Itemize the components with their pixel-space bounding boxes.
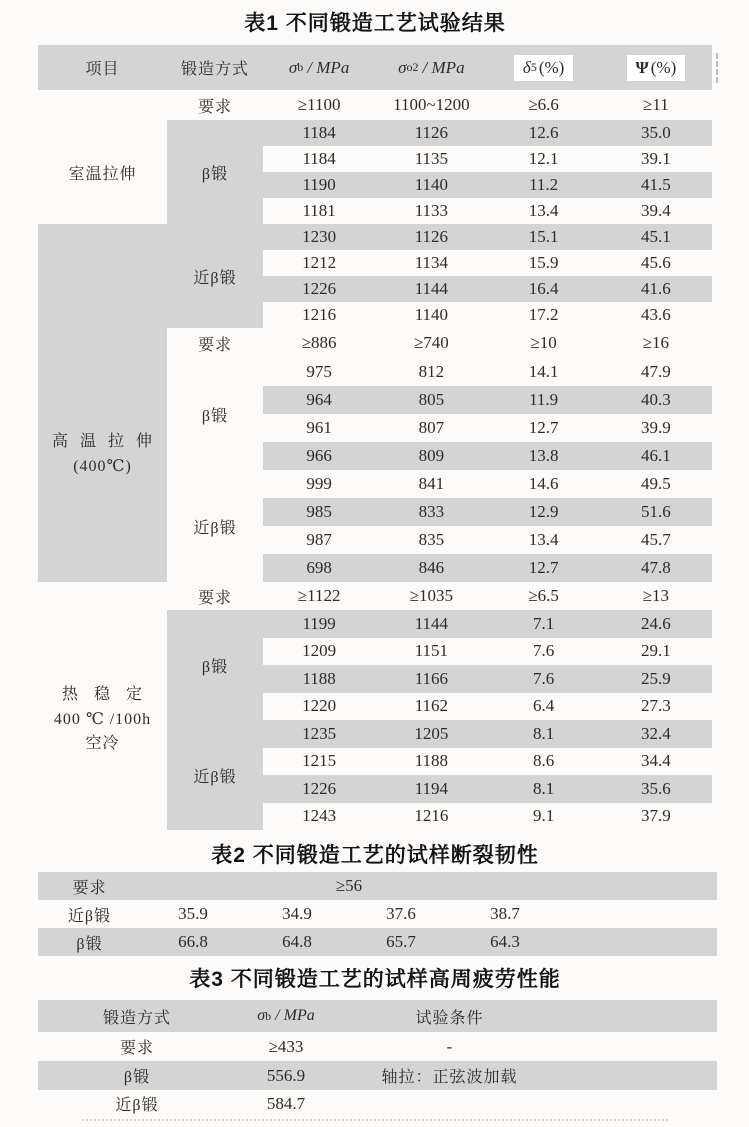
scan-artifact-line	[82, 1119, 668, 1121]
value-cell: 41.5	[641, 175, 671, 194]
value-cell: 807	[418, 418, 445, 437]
header-cell-method: 锻造方式	[102, 1009, 171, 1027]
header-cell-psi	[600, 55, 712, 81]
requirement-row	[167, 582, 712, 610]
row-label: 近β锻	[115, 1097, 159, 1114]
value-cell: 1215	[302, 751, 337, 771]
value-cell: 964	[306, 390, 332, 409]
value-cell: ≥886	[301, 333, 337, 352]
value-cell: 1212	[302, 253, 337, 272]
delta-subscript: 5	[530, 60, 537, 74]
data-row	[263, 693, 712, 721]
table3-title: 表3 不同锻造工艺的试样高周疲劳性能	[189, 968, 561, 991]
value-cell: 1151	[414, 641, 449, 661]
value-cell: ≥1035	[409, 586, 454, 605]
data-row	[263, 120, 712, 146]
value-cell: 25.9	[641, 668, 671, 688]
table1-header-row	[38, 45, 712, 90]
scan-cursor-artifact	[716, 53, 718, 83]
value-cell: 64.3	[490, 932, 520, 951]
value-cell: 1144	[414, 279, 449, 298]
value-cell: 37.9	[641, 806, 671, 826]
value-cell: 66.8	[178, 932, 208, 951]
value-cell: 1220	[302, 696, 337, 716]
method-label-near-beta-sec3	[167, 720, 263, 830]
value-cell: 15.1	[528, 227, 559, 246]
method-label-text: β锻	[201, 658, 229, 676]
method-label-text: β锻	[201, 407, 229, 425]
value-cell: 65.7	[386, 932, 416, 951]
section-label-text: 空冷	[85, 735, 120, 753]
header-cell-sigma-b	[263, 58, 375, 78]
header-cell-condition: 试验条件	[415, 1009, 484, 1027]
data-row	[263, 302, 712, 328]
value-cell: 15.9	[528, 253, 559, 272]
data-row	[263, 386, 712, 414]
value-cell: 34.4	[641, 751, 671, 771]
value-cell: 1199	[302, 613, 336, 633]
data-row	[263, 470, 712, 498]
data-row	[38, 1061, 717, 1090]
value-cell: 7.6	[533, 668, 555, 688]
value-cell: 1226	[302, 279, 337, 298]
value-cell: 1188	[414, 751, 449, 771]
value-cell: 961	[306, 418, 332, 437]
requirement-label: 要求	[197, 589, 232, 607]
value-cell: 1243	[302, 806, 337, 826]
method-label-text: β锻	[201, 165, 229, 183]
method-label-beta-sec1	[167, 120, 263, 224]
header-cell-item: 项目	[85, 61, 120, 78]
data-row	[263, 610, 712, 638]
value-cell: ≥1100	[297, 95, 341, 114]
value-cell: 584.7	[266, 1093, 306, 1113]
data-row	[263, 665, 712, 693]
value-cell: 985	[306, 502, 332, 521]
section-label-thermal-stability	[38, 610, 167, 830]
value-cell: 35.0	[641, 123, 671, 142]
requirement-row	[167, 328, 712, 358]
table1-title: 表1 不同锻造工艺试验结果	[244, 12, 506, 35]
value-cell: 1100~1200	[393, 95, 470, 114]
data-row	[38, 1032, 717, 1061]
table2	[38, 872, 717, 956]
table3	[38, 1000, 717, 1117]
value-cell: 966	[306, 446, 332, 465]
value-cell: 45.6	[641, 253, 671, 272]
value-cell: 7.6	[533, 641, 555, 661]
value-cell: 13.8	[528, 446, 559, 465]
row-label: β锻	[76, 935, 103, 953]
method-label-beta-sec3	[167, 610, 263, 720]
data-row	[263, 358, 712, 386]
value-cell: 13.4	[528, 201, 559, 220]
value-cell: ≥6.6	[528, 95, 559, 114]
value-cell: 12.7	[528, 418, 559, 437]
value-cell: 12.9	[528, 502, 559, 521]
method-label-text: 近β锻	[193, 269, 237, 287]
value-cell: ≥433	[268, 1036, 304, 1056]
data-row	[263, 414, 712, 442]
data-row	[263, 198, 712, 224]
data-row	[263, 803, 712, 831]
section-label-text: 高 温 拉 伸	[51, 433, 153, 451]
value-cell: ≥56	[335, 876, 363, 895]
value-cell: 1184	[302, 149, 336, 168]
value-cell: 1235	[302, 723, 337, 743]
value-cell: 987	[306, 530, 332, 549]
data-row	[263, 638, 712, 666]
value-cell: 846	[418, 558, 445, 577]
section-label-high-temp	[38, 328, 167, 582]
value-cell: 1230	[302, 227, 337, 246]
value-cell: 6.4	[533, 696, 555, 716]
row-label: β锻	[123, 1069, 151, 1086]
value-cell: 1135	[414, 149, 449, 168]
value-cell: ≥1122	[297, 586, 341, 605]
sigma-unit: / MPa	[275, 1007, 315, 1024]
value-cell: 1162	[414, 696, 449, 716]
value-cell: 1184	[302, 123, 336, 142]
value-cell: 38.7	[490, 904, 520, 923]
value-cell: 40.3	[641, 390, 671, 409]
delta-symbol: δ	[522, 57, 531, 77]
value-cell: 8.1	[533, 723, 555, 743]
data-row	[263, 224, 712, 250]
value-cell: 1216	[414, 806, 449, 826]
value-cell: 556.9	[266, 1065, 306, 1085]
value-cell: 841	[418, 474, 445, 493]
value-cell: 835	[418, 530, 445, 549]
value-cell: 35.6	[641, 778, 671, 798]
data-row	[263, 720, 712, 748]
value-cell: 8.1	[533, 778, 555, 798]
table2-title: 表2 不同锻造工艺的试样断裂韧性	[211, 844, 539, 867]
value-cell: 43.6	[641, 305, 671, 324]
value-cell: 999	[306, 474, 332, 493]
value-cell: ≥740	[413, 333, 449, 352]
value-cell: 698	[306, 558, 332, 577]
value-cell: 12.1	[528, 149, 559, 168]
highlight-box	[627, 55, 686, 81]
method-label-beta-sec2	[167, 358, 263, 470]
value-cell: 1188	[302, 668, 336, 688]
row-label: 要求	[72, 879, 107, 897]
value-cell: 1216	[302, 305, 337, 324]
value-cell: 1134	[414, 253, 449, 272]
value-cell: 812	[418, 362, 445, 381]
data-row	[38, 900, 717, 928]
value-cell: 47.9	[641, 362, 671, 381]
table1	[38, 45, 712, 830]
header-cell-sigma-o2	[375, 58, 487, 78]
value-cell: 41.6	[641, 279, 671, 298]
value-cell: 39.1	[641, 149, 671, 168]
data-row	[263, 250, 712, 276]
value-cell: 1126	[414, 123, 449, 142]
value-cell: 51.6	[641, 502, 671, 521]
value-cell: 7.1	[533, 613, 555, 633]
value-cell: 11.2	[529, 175, 559, 194]
data-row	[38, 928, 717, 956]
value-cell: 1209	[302, 641, 337, 661]
value-cell: 805	[418, 390, 445, 409]
value-cell: 1181	[302, 201, 336, 220]
data-row	[263, 172, 712, 198]
value-cell: 975	[306, 362, 332, 381]
sigma-unit: / MPa	[307, 57, 350, 77]
value-cell: 1126	[414, 227, 449, 246]
sigma-symbol: σ	[398, 57, 407, 77]
sigma-subscript: o2	[406, 60, 419, 74]
section-label-text: 400 ℃ /100h	[53, 710, 152, 728]
sigma-unit: / MPa	[422, 57, 465, 77]
condition-cell: -	[446, 1036, 453, 1056]
data-row	[263, 526, 712, 554]
data-row	[263, 498, 712, 526]
value-cell: 14.1	[528, 362, 559, 381]
value-cell: 1226	[302, 778, 337, 798]
value-cell: 45.1	[641, 227, 671, 246]
data-row	[38, 1090, 717, 1117]
sigma-symbol: σ	[288, 57, 298, 77]
header-cell-method: 锻造方式	[180, 61, 249, 78]
highlight-box	[514, 55, 573, 81]
row-label: 要求	[119, 1040, 154, 1057]
method-label-text: 近β锻	[193, 519, 237, 537]
value-cell: 12.7	[528, 558, 559, 577]
value-cell: 39.9	[641, 418, 671, 437]
psi-symbol: Ψ	[635, 57, 649, 77]
method-label-near-beta-sec2	[167, 470, 263, 582]
value-cell: 9.1	[533, 806, 555, 826]
data-row	[263, 276, 712, 302]
value-cell: 14.6	[528, 474, 559, 493]
header-cell-delta5	[488, 55, 600, 81]
value-cell: 47.8	[641, 558, 671, 577]
row-label: 近β锻	[67, 907, 112, 925]
section-label-room-temp	[38, 120, 167, 224]
value-cell: 8.6	[533, 751, 555, 771]
value-cell: 1144	[414, 613, 449, 633]
requirement-row	[38, 872, 717, 900]
value-cell: 1133	[414, 201, 449, 220]
value-cell: 27.3	[641, 696, 671, 716]
section-label-text: 热 稳 定	[61, 685, 143, 703]
data-row	[263, 554, 712, 582]
sigma-symbol: σ	[257, 1007, 266, 1024]
table3-header-row	[38, 1000, 717, 1032]
percent-unit: (%)	[538, 57, 565, 77]
value-cell: 37.6	[386, 904, 416, 923]
value-cell: 12.6	[528, 123, 559, 142]
value-cell: 45.7	[641, 530, 671, 549]
condition-cell: 轴拉：正弦波加载	[381, 1069, 518, 1086]
value-cell: ≥16	[642, 333, 670, 352]
section-label-text: (400℃)	[73, 458, 132, 475]
section-label-text: 室温拉伸	[68, 165, 137, 183]
value-cell: 809	[418, 446, 445, 465]
requirement-label: 要求	[197, 98, 232, 116]
value-cell: 64.8	[282, 932, 312, 951]
value-cell: ≥6.5	[528, 586, 559, 605]
value-cell: 46.1	[641, 446, 671, 465]
value-cell: 1205	[414, 723, 449, 743]
value-cell: 32.4	[641, 723, 671, 743]
value-cell: 1190	[302, 175, 336, 194]
value-cell: 13.4	[528, 530, 559, 549]
sigma-subscript: b	[297, 60, 304, 74]
value-cell: 16.4	[528, 279, 559, 298]
value-cell: 24.6	[641, 613, 671, 633]
value-cell: 39.4	[641, 201, 671, 220]
data-row	[263, 775, 712, 803]
value-cell: 1194	[414, 778, 449, 798]
value-cell: 833	[418, 502, 445, 521]
value-cell: 29.1	[641, 641, 671, 661]
value-cell: ≥10	[530, 333, 557, 352]
sigma-subscript: b	[265, 1008, 272, 1023]
method-label-near-beta-sec1	[38, 224, 263, 328]
data-row	[263, 146, 712, 172]
data-row	[263, 748, 712, 776]
value-cell: 17.2	[528, 305, 559, 324]
value-cell: ≥11	[643, 95, 669, 114]
value-cell: 1140	[414, 175, 449, 194]
value-cell: 49.5	[641, 474, 671, 493]
value-cell: 35.9	[178, 904, 208, 923]
value-cell: 11.9	[529, 390, 559, 409]
percent-unit: (%)	[650, 57, 677, 77]
value-cell: 1166	[414, 668, 449, 688]
value-cell: ≥13	[642, 586, 670, 605]
value-cell: 1140	[414, 305, 449, 324]
method-label-text: 近β锻	[193, 768, 237, 786]
requirement-row	[167, 90, 712, 120]
data-row	[263, 442, 712, 470]
requirement-label: 要求	[197, 336, 232, 354]
header-cell-sigma-b	[236, 1007, 336, 1025]
value-cell: 34.9	[282, 904, 312, 923]
